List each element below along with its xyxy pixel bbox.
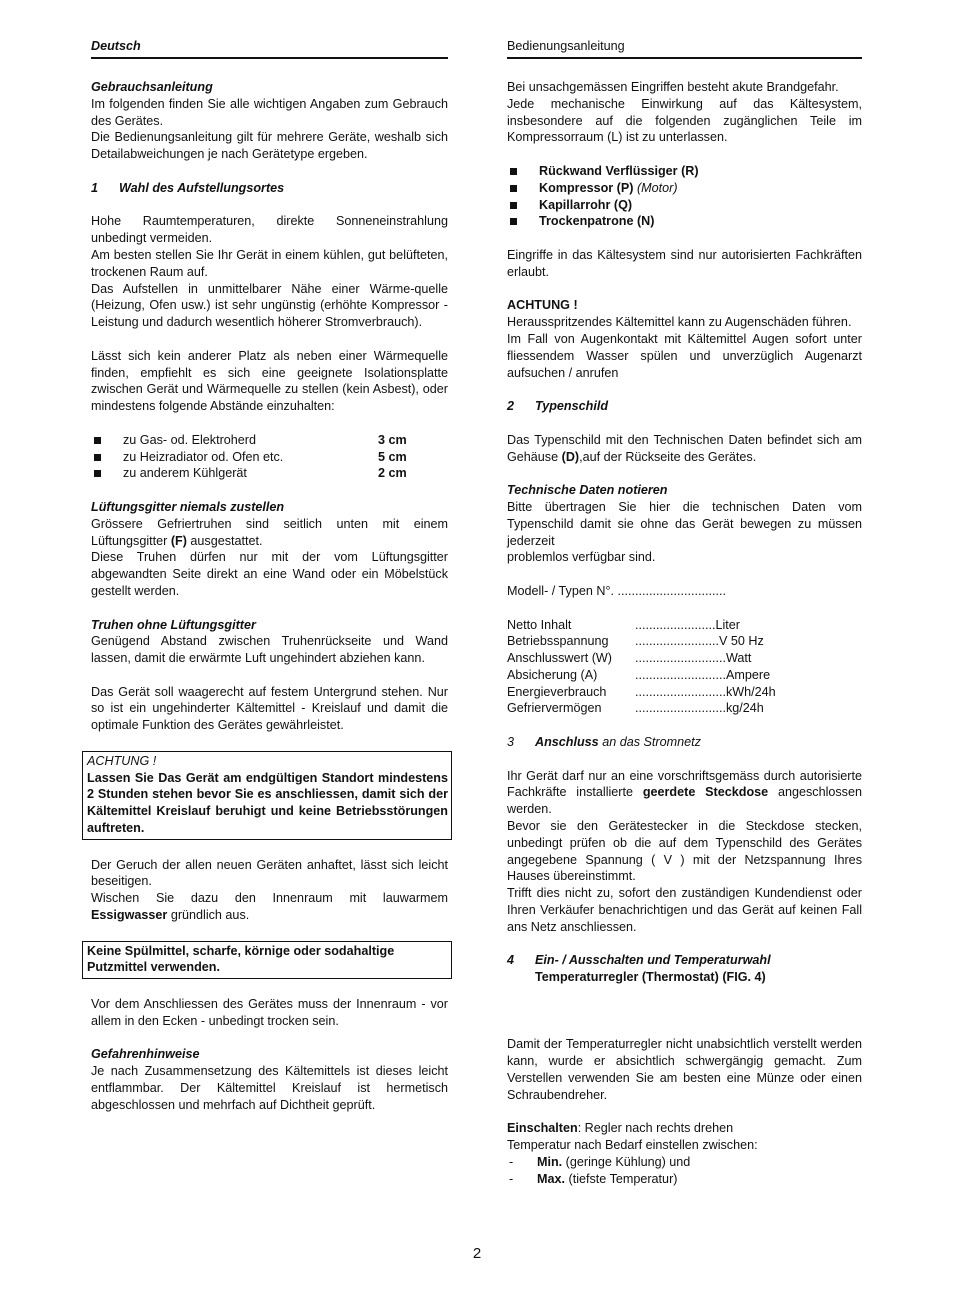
section-3-heading: 3 Anschluss an das Stromnetz: [507, 735, 701, 750]
tech-p2: problemlos verfügbar sind.: [507, 550, 656, 565]
tech-p1: Bitte übertragen Sie hier die technischen Daten vom Typenschild damit sie ohne das Gerät bewegen zu müssen jederzeit: [507, 499, 862, 548]
section-4-heading: 4 Ein- / Ausschalten und Temperaturwahl: [507, 953, 771, 968]
modell-line: Modell- / Typen N°. ...............................: [507, 583, 726, 598]
section-2-heading: 2 Typenschild: [507, 399, 609, 414]
tech-row: Anschlusswert (W) ..........................Watt: [507, 651, 752, 666]
gefahrenhinweise-title: Gefahrenhinweise: [91, 1047, 200, 1062]
section-1-heading: 1 Wahl des Aufstellungsortes: [91, 180, 285, 195]
distance-list: [91, 432, 448, 482]
tech-row: Energieverbrauch ..........................kWh/24h: [507, 684, 776, 699]
temperatur-line: Temperatur nach Bedarf einstellen zwischen:: [507, 1138, 758, 1153]
s3-p1: Ihr Gerät darf nur an eine vorschriftsgemäss durch autorisierte Fachkräfte installierte geerdete Steckdose angeschlossen werden.: [507, 768, 862, 817]
s3-p2: Bevor sie den Gerätestecker in die Steckdose stecken, unbedingt prüfen ob die auf dem Typenschild des Gerätes angegebene Spannung ( V ) mit der Netzspannung Ihres Hauses übereinstimmt.: [507, 819, 862, 884]
range-item: - Max. (tiefste Temperatur): [507, 1171, 862, 1188]
distance-item: zu Gas- od. Elektroherd 3 cm: [91, 432, 448, 449]
s1-p4: Lässt sich kein anderer Platz als neben einer Wärmequelle finden, empfiehlt es sich eine geeignete Isolationsplatte zwischen Gerät und Wärmequelle zu stellen (kein Asbest), oder mindestens folgende Abstände einzuhalten:: [91, 348, 448, 414]
header-title: Bedienungsanleitung: [507, 38, 862, 59]
gebrauch-title: Gebrauchsanleitung: [91, 80, 213, 94]
geruch-p1: Der Geruch der allen neuen Geräten anhaftet, lässt sich leicht beseitigen.: [91, 857, 448, 889]
brand-p1: Bei unsachgemässen Eingriffen besteht akute Brandgefahr.: [507, 80, 839, 94]
tech-row: Netto Inhalt .......................Liter: [507, 617, 740, 632]
warning-box-putzmittel: [82, 941, 452, 980]
tech-title: Technische Daten notieren: [507, 483, 668, 498]
box-warning-text: Lassen Sie Das Gerät am endgültigen Standort mindestens 2 Stunden stehen bevor Sie es anschliessen, damit sich der Kältemittel Kreislauf beruhigt und keine Betriebsstörungen auftreten.: [87, 770, 448, 836]
box-warning-title: ACHTUNG !: [87, 753, 157, 768]
truhen-p2: Das Gerät soll waagerecht auf festem Untergrund stehen. Nur so ist ein ungehinderter Kältemittel - Kreislauf und damit die optimale Funktion des Gerätes gewährleistet.: [91, 684, 448, 733]
einschalten-line: Einschalten: Regler nach rechts drehen: [507, 1121, 734, 1136]
distance-item: zu Heizradiator od. Ofen etc. 5 cm: [91, 449, 448, 466]
lueftungsgitter-title: Lüftungsgitter niemals zustellen: [91, 499, 285, 514]
tech-row: Gefriervermögen ..........................kg/24h: [507, 701, 764, 716]
box-putzmittel-text: Keine Spülmittel, scharfe, körnige oder sodahaltige Putzmittel verwenden.: [87, 943, 395, 975]
truhen-title: Truhen ohne Lüftungsgitter: [91, 617, 256, 632]
thermostat-subtitle: Temperaturregler (Thermostat) (FIG. 4): [535, 970, 766, 985]
s1-p3: Das Aufstellen in unmittelbarer Nähe einer Wärme-quelle (Heizung, Ofen usw.) ist sehr ungünstig (erhöhte Kompressor - Leistung und dadurch wesentlich höherer Stromverbrauch).: [91, 281, 448, 330]
lueft-p2: Diese Truhen dürfen nur mit der vom Lüftungsgitter abgewandten Seite direkt an eine Wand oder ein Möbelstück gestellt werden.: [91, 550, 448, 598]
parts-list: [507, 163, 862, 230]
warning-box-standort: [82, 751, 452, 840]
part-item: Rückwand Verflüssiger (R): [507, 163, 862, 180]
range-item: - Min. (geringe Kühlung) und: [507, 1154, 862, 1171]
right-column: [507, 38, 862, 1188]
s1-p2: Am besten stellen Sie Ihr Gerät in einem kühlen, gut belüfteten, trockenen Raum auf.: [91, 247, 448, 279]
part-item: Trockenpatrone (N): [507, 213, 862, 230]
tech-row: Absicherung (A) ..........................Ampere: [507, 667, 771, 682]
page-number: 2: [472, 1245, 482, 1262]
distance-item: zu anderem Kühlgerät 2 cm: [91, 465, 448, 482]
s1-p1: Hohe Raumtemperaturen, direkte Sonneneinstrahlung unbedingt vermeiden.: [91, 214, 448, 246]
eingriffe-p: Eingriffe in das Kältesystem sind nur autorisierten Fachkräften erlaubt.: [507, 247, 862, 279]
part-item: Kapillarrohr (Q): [507, 197, 862, 214]
tech-data-table: [507, 617, 862, 718]
header-language: Deutsch: [91, 38, 448, 59]
s3-p3: Trifft dies nicht zu, sofort den zuständigen Kundendienst oder Ihren Verkäufer benachrichtigen und das Gerät auf keinen Fall ans Netz anschliessen.: [507, 886, 862, 934]
truhen-p1: Genügend Abstand zwischen Truhenrückseite und Wand lassen, damit die erwärmte Luft ungehindert abziehen kann.: [91, 634, 448, 666]
part-item: Kompressor (P) (Motor): [507, 180, 862, 197]
gefahr-p: Je nach Zusammensetzung des Kältemittels ist dieses leicht entflammbar. Der Kältemittel Kreislauf ist hermetisch abgeschlossen und mehrfach auf Dichtheit geprüft.: [91, 1064, 448, 1112]
left-column: [87, 38, 448, 1114]
brand-p2: Jede mechanische Einwirkung auf das Kältesystem, insbesondere auf die folgenden zugänglichen Teile im Kompressorraum (L) ist zu unterlassen.: [507, 96, 862, 145]
achtung-p1: Herausspritzendes Kältemittel kann zu Augenschäden führen.: [507, 315, 852, 330]
geruch-p2: Wischen Sie dazu den Innenraum mit lauwarmem Essigwasser gründlich aus.: [91, 891, 448, 923]
achtung-p2: Im Fall von Augenkontakt mit Kältemittel Augen sofort unter fliessendem Wasser spülen und unverzüglich Augenarzt aufsuchen / anrufen: [507, 331, 862, 380]
vor-anschliessen-p: Vor dem Anschliessen des Gerätes muss der Innenraum - vor allem in den Ecken - unbedingt trocken sein.: [91, 997, 448, 1028]
range-list: [507, 1154, 862, 1188]
achtung-title: ACHTUNG !: [507, 298, 578, 313]
gebrauch-p2: Die Bedienungsanleitung gilt für mehrere Geräte, weshalb sich Detailabweichungen je nach Gerätetype ergeben.: [91, 130, 448, 162]
lueft-p1: Grössere Gefriertruhen sind seitlich unten mit einem Lüftungsgitter (F) ausgestattet.: [91, 516, 448, 548]
tech-row: Betriebsspannung ........................V 50 Hz: [507, 634, 764, 649]
s4-p1: Damit der Temperaturregler nicht unabsichtlich verstellt werden kann, wurde er absichtlich schwergängig gemacht. Zum Verstellen verwenden Sie am besten eine Münze oder einen Schraubendreher.: [507, 1037, 862, 1102]
gebrauch-p1: Im folgenden finden Sie alle wichtigen Angaben zum Gebrauch des Gerätes.: [91, 96, 448, 128]
typenschild-p: Das Typenschild mit den Technischen Daten befindet sich am Gehäuse (D),auf der Rückseite des Gerätes.: [507, 432, 862, 464]
